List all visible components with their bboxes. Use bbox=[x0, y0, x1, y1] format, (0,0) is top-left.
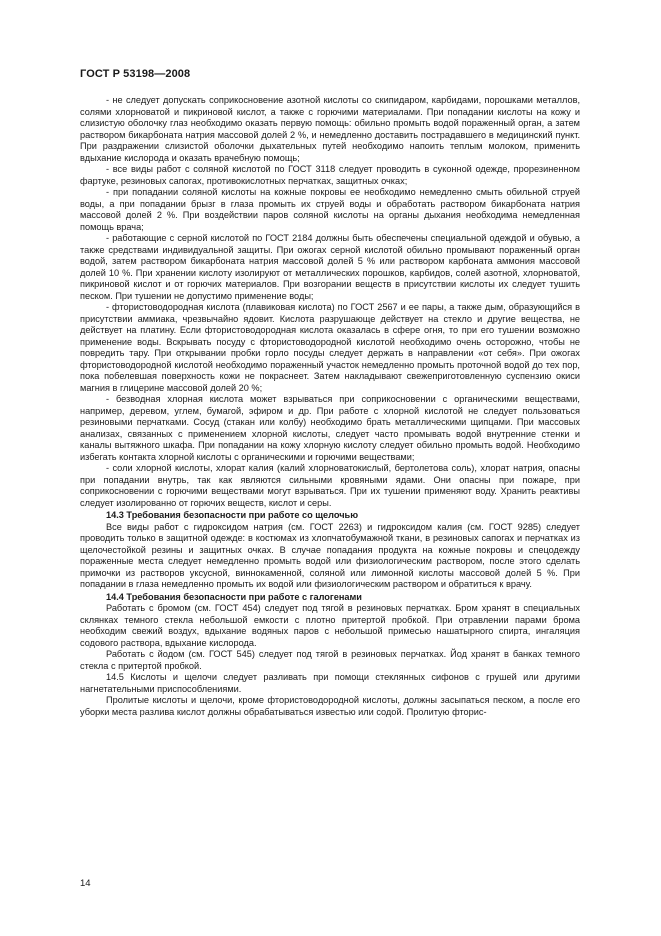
paragraph: 14.5 Кислоты и щелочи следует разливать при помощи стеклянных сифонов с грушей или другими нагнетательными приспособлениями. bbox=[80, 672, 580, 694]
paragraph: - работающие с серной кислотой по ГОСТ 2184 должны быть обеспечены специальной одеждой и обувью, а также средствами индивидуальной защиты. При ожогах серной кислотой обильно промывают пораженный орган водой, затем раствором бикарбоната натрия массовой долей 5 % или раствором карбоната аммония массовой долей 10 %. При хранении кислоту изолируют от металлических порошков, карбидов, солей азотной, хлорноватой, пикриновой кислот и от горючих материалов. При возгорании веществ в присутствии кислоты их следует тушить песком. При тушении не допустимо применение воды; bbox=[80, 233, 580, 301]
document-body bbox=[80, 95, 580, 718]
paragraph: Все виды работ с гидроксидом натрия (см. ГОСТ 2263) и гидроксидом калия (см. ГОСТ 9285) следует проводить только в защитной одежде: в костюмах из хлопчатобумажной ткани, в резиновых сапогах и перчатках из щелочестойкой резины и защитных очках. В случае попадания продукта на кожные покровы и спецодежду пораженные места следует немедленно промыть водой или физиологическим раствором, после этого сделать примочки из растворов уксусной, виннокаменной, соляной или лимонной кислоты массовой долей 5 %. При попадании в глаза немедленно промыть их водой или физиологическим раствором и обратиться к врачу. bbox=[80, 521, 580, 589]
document-header: ГОСТ Р 53198—2008 bbox=[80, 68, 191, 80]
paragraph: - при попадании соляной кислоты на кожные покровы ее необходимо немедленно смыть обильной струей воды, а при попадании брызг в глаза промыть их струей воды и обработать раствором бикарбоната натрия массовой долей 2 %. При воздействии паров соляной кислоты на органы дыхания необходима немедленная помощь врача; bbox=[80, 187, 580, 232]
section-heading: 14.4 Требования безопасности при работе с галогенами bbox=[106, 591, 362, 602]
section-heading: 14.3 Требования безопасности при работе со щелочью bbox=[106, 510, 359, 520]
paragraph: - не следует допускать соприкосновение азотной кислоты со скипидаром, карбидами, порошками металлов, солями хлорноватой и пикриновой кислот, а также с горючими материалами. При попадании кислоты на кожу и слизистую оболочку глаз необходимо оказать первую помощь: обильно промыть водой пораженный орган, а затем раствором бикарбоната натрия массовой долей 2 %, и немедленно доставить пострадавшего в медицинский пункт. При раздражении слизистой оболочки дыхательных путей необходимо напоить теплым молоком, применить вдыхание кислорода и оказать врачебную помощь; bbox=[80, 95, 580, 163]
paragraph: - фтористоводородная кислота (плавиковая кислота) по ГОСТ 2567 и ее пары, а также дым, образующийся в присутствии аммиака, чрезвычайно ядовит. Кислота разрушающе действует на стекло и другие вещества, не действует на платину. Если фтористоводородная кислота оказалась в сфере огня, то при его тушении возможно применение воды. Вскрывать посуду с фтористоводородной кислотой необходимо очень осторожно, чтобы не повредить тару. При открывании пробки горло посуды следует держать в направлении «от себя». При ожогах фтористоводородной кислотой необходимо пораженный участок немедленно промыть проточной водой до тех пор, пока побелевшая поверхность кожи не покраснеет. Затем накладывают свежеприготовленную суспензию окиси магния в глицерине массовой долей 20 %; bbox=[80, 302, 580, 393]
paragraph: Пролитые кислоты и щелочи, кроме фтористоводородной кислоты, должны засыпаться песком, а после его уборки места разлива кислот должны обрабатываться известью или содой. Пролитую фторис- bbox=[80, 695, 580, 717]
paragraph: Работать с йодом (см. ГОСТ 545) следует под тягой в резиновых перчатках. Йод хранят в банках темного стекла с притертой пробкой. bbox=[80, 649, 580, 671]
paragraph: Работать с бромом (см. ГОСТ 454) следует под тягой в резиновых перчатках. Бром хранят в специальных склянках темного стекла небольшой емкости с плотно притертой пробкой. При отравлении парами брома необходим свежий воздух, вдыхание водяных паров с небольшой примесью нашатырного спирта, ингаляция содового раствора, вдыхание кислорода. bbox=[80, 603, 580, 648]
paragraph: - безводная хлорная кислота может взрываться при соприкосновении с органическими веществами, например, деревом, углем, бумагой, эфиром и др. При работе с хлорной кислотой не следует пользоваться резиновыми перчатками. Сосуд (стакан или колбу) необходимо брать металлическими щипцами. При массовых анализах, связанных с применением хлорной кислоты, следует часто промывать водой внутренние стенки и каналы вытяжного шкафа. При попадании на кожу хлорную кислоту следует обильно промыть водой. Необходимо избегать контакта хлорной кислоты с органическими и горючими веществами; bbox=[80, 394, 580, 462]
paragraph: - соли хлорной кислоты, хлорат калия (калий хлорноватокислый, бертолетова соль), хлорат натрия, опасны при попадании внутрь, так как являются сильными кровяными ядами. Они опасны при пожаре, при соприкосновении с горючими веществами могут взрываться. При их тушении применяют воду. Хранить реактивы следует изолированно от горючих веществ, кислот и серы. bbox=[80, 463, 580, 508]
paragraph: - все виды работ с соляной кислотой по ГОСТ 3118 следует проводить в суконной одежде, прорезиненном фартуке, резиновых сапогах, противокислотных перчатках, защитных очках; bbox=[80, 164, 580, 186]
page-number: 14 bbox=[80, 878, 91, 889]
